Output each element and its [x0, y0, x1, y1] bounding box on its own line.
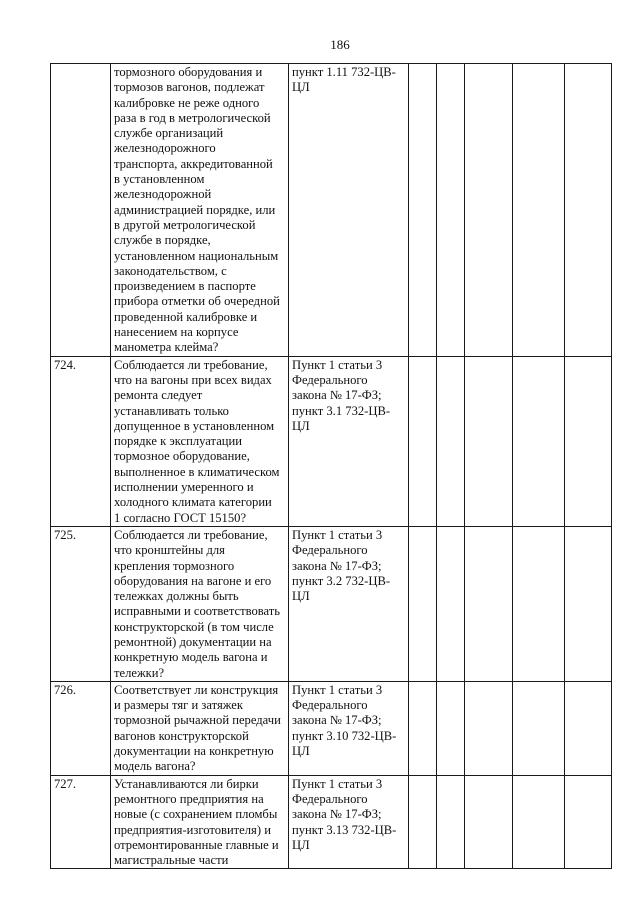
answer-cell-not-applicable: [465, 64, 513, 357]
question-cell: [111, 775, 289, 869]
table-row: [51, 681, 612, 775]
table-row: [51, 356, 612, 526]
answer-cell-yes: [409, 64, 437, 357]
row-number: 724.: [51, 356, 111, 526]
row-number: 725.: [51, 526, 111, 681]
reference-text: Пункт 1 статьи 3 Федерального закона № 17-ФЗ; пункт 3.1 732-ЦВ- ЦЛ: [292, 357, 391, 433]
notes-cell: [565, 64, 612, 357]
notes-cell: [565, 356, 612, 526]
reference-text: пункт 1.11 732-ЦВ- ЦЛ: [292, 65, 396, 95]
row-number: [51, 64, 111, 357]
reference-cell: [289, 681, 409, 775]
notes-cell: [565, 681, 612, 775]
reference-cell: [289, 775, 409, 869]
reference-text: Пункт 1 статьи 3 Федерального закона № 17-ФЗ; пункт 3.13 732-ЦВ- ЦЛ: [292, 776, 397, 852]
notes-cell: [565, 775, 612, 869]
answer-cell-not-applicable: [465, 526, 513, 681]
page-number: 186: [330, 37, 350, 52]
reference-cell: [289, 356, 409, 526]
question-cell: [111, 64, 289, 357]
question-text: Соблюдается ли требование, что на вагоны при всех видах ремонта следует устанавливать только допущенное в установленном порядке к эксплуатации тормозное оборудование, выполненное в климатическом исполнении умеренного и холодного климата категории 1 согласно ГОСТ 15150?: [114, 357, 280, 525]
answer-cell-no: [437, 775, 465, 869]
notes-cell: [565, 526, 612, 681]
question-text: тормозного оборудования и тормозов вагонов, подлежат калибровке не реже одного раза в год в метрологической службе организаций железнодорожного транспорта, аккредитованной в установленном железнодорожной администрацией порядке, или в другой метрологической службе в порядке, установленном национальным законодательством, с произведением в паспорте прибора отметки об очередной проведенной калибровке и нанесением на корпусе манометра клейма?: [114, 65, 280, 355]
row-number: 727.: [51, 775, 111, 869]
answer-cell-extra: [513, 526, 565, 681]
answer-cell-not-applicable: [465, 775, 513, 869]
answer-cell-extra: [513, 64, 565, 357]
question-text: Соответствует ли конструкция и размеры тяг и затяжек тормозной рычажной передачи вагонов конструкторской документации на конкретную модель вагона?: [114, 682, 281, 774]
reference-text: Пункт 1 статьи 3 Федерального закона № 17-ФЗ; пункт 3.2 732-ЦВ- ЦЛ: [292, 527, 391, 604]
answer-cell-extra: [513, 775, 565, 869]
question-cell: [111, 526, 289, 681]
answer-cell-no: [437, 526, 465, 681]
answer-cell-yes: [409, 681, 437, 775]
table-row: [51, 64, 612, 357]
answer-cell-yes: [409, 775, 437, 869]
answer-cell-extra: [513, 356, 565, 526]
reference-cell: [289, 526, 409, 681]
answer-cell-no: [437, 681, 465, 775]
answer-cell-yes: [409, 526, 437, 681]
question-text: Устанавливаются ли бирки ремонтного предприятия на новые (с сохранением пломбы предприятия-изготовителя) и отремонтированные главные и магистральные части: [114, 776, 279, 868]
table-row: [51, 526, 612, 681]
question-cell: [111, 356, 289, 526]
reference-text: Пункт 1 статьи 3 Федерального закона № 17-ФЗ; пункт 3.10 732-ЦВ- ЦЛ: [292, 682, 397, 759]
answer-cell-no: [437, 64, 465, 357]
checklist-table: [50, 63, 612, 869]
question-cell: [111, 681, 289, 775]
answer-cell-not-applicable: [465, 681, 513, 775]
reference-cell: [289, 64, 409, 357]
question-text: Соблюдается ли требование, что кронштейны для крепления тормозного оборудования на вагоне и его тележках должны быть исправными и соответствовать конструкторской (в том числе ремонтной) документации на конкретную модель вагона и тележки?: [114, 527, 281, 680]
answer-cell-yes: [409, 356, 437, 526]
answer-cell-extra: [513, 681, 565, 775]
row-number: 726.: [51, 681, 111, 775]
answer-cell-no: [437, 356, 465, 526]
answer-cell-not-applicable: [465, 356, 513, 526]
table-row: [51, 775, 612, 869]
